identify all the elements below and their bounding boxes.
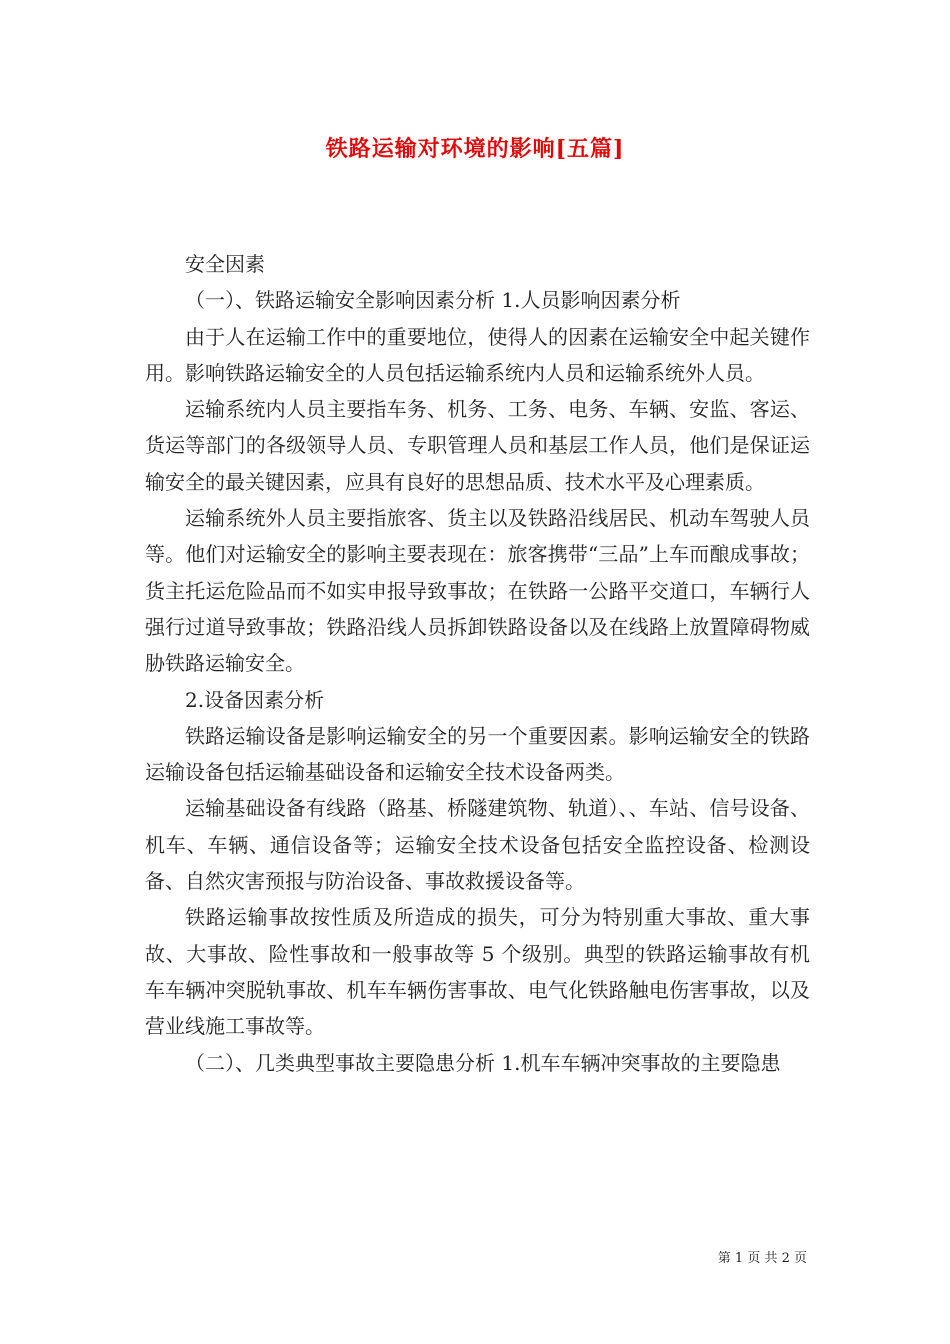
paragraph: 运输系统外人员主要指旅客、货主以及铁路沿线居民、机动车驾驶人员等。他们对运输安全的影响主要表现在：旅客携带“三品”上车而酿成事故；货主托运危险品而不如实申报导致事故；在铁路一公路平交道口，车辆行人强行过道导致事故；铁路沿线人员拆卸铁路设备以及在线路上放置障碍物威胁铁路运输安全。 xyxy=(145,506,810,676)
paragraph: 运输系统内人员主要指车务、机务、工务、电务、车辆、安监、客运、货运等部门的各级领导人员、专职管理人员和基层工作人员，他们是保证运输安全的最关键因素，应具有良好的思想品质、技术水平及心理素质。 xyxy=(145,397,810,494)
paragraph: （二）、几类典型事故主要隐患分析 1.机车车辆冲突事故的主要隐患 xyxy=(185,1050,781,1075)
document-title: 铁路运输对环境的影响[五篇] xyxy=(325,136,625,162)
paragraph: （一）、铁路运输安全影响因素分析 1.人员影响因素分析 xyxy=(185,288,681,313)
paragraph: 由于人在运输工作中的重要地位，使得人的因素在运输安全中起关键作用。影响铁路运输安全的人员包括运输系统内人员和运输系统外人员。 xyxy=(145,324,810,385)
paragraph: 2.设备因素分析 xyxy=(185,687,325,712)
paragraph: 铁路运输设备是影响运输安全的另一个重要因素。影响运输安全的铁路运输设备包括运输基础设备和运输安全技术设备两类。 xyxy=(145,723,810,785)
paragraph: 安全因素 xyxy=(185,252,265,276)
paragraph: 运输基础设备有线路（路基、桥隧建筑物、轨道）、、车站、信号设备、机车、车辆、通信设备等；运输安全技术设备包括安全监控设备、检测设备、自然灾害预报与防治设备、事故救援设备等。 xyxy=(145,796,810,894)
document-body xyxy=(145,246,810,1081)
paragraph: 铁路运输事故按性质及所造成的损失，可分为特别重大事故、重大事故、大事故、险性事故和一般事故等 5 个级别。典型的铁路运输事故有机车车辆冲突脱轨事故、机车车辆伤害事故、电气化铁路触电伤害事故，以及营业线施工事故等。 xyxy=(145,905,810,1039)
page-number: 第 1 页 共 2 页 xyxy=(717,1251,807,1266)
